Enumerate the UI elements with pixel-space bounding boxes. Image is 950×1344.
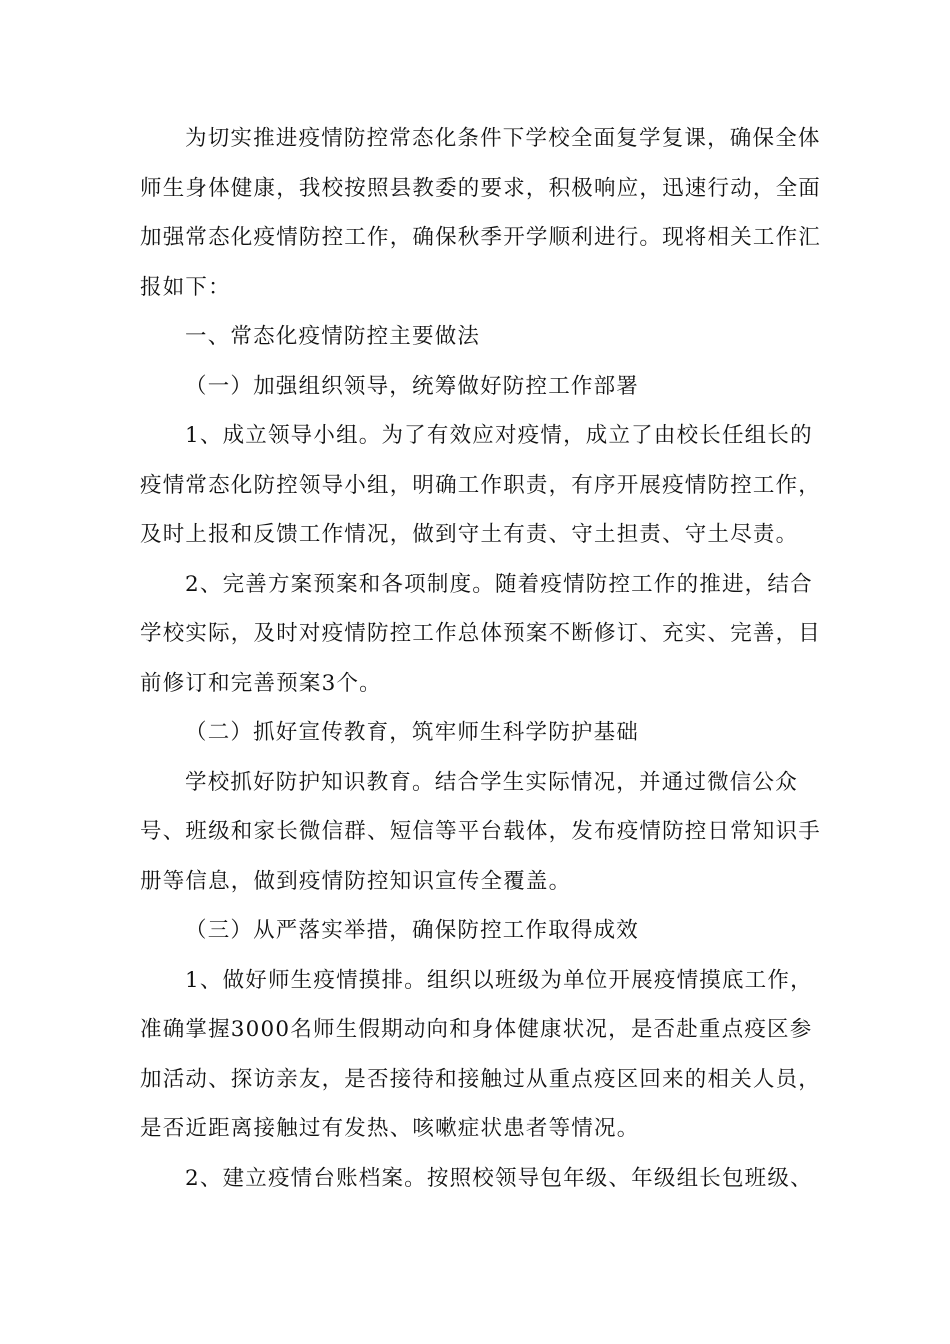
body-paragraph: 2、建立疫情台账档案。按照校领导包年级、年级组长包班级、 [185, 1165, 813, 1191]
subsection-heading-3: （三）从严落实举措，确保防控工作取得成效 [185, 918, 640, 943]
subsection-heading-2: （二）抓好宣传教育，筑牢师生科学防护基础 [185, 720, 640, 745]
intro-paragraph: 为切实推进疫情防控常态化条件下学校全面复学复课，确保全体师生身体健康，我校按照县教委的要求，积极响应，迅速行动，全面加强常态化疫情防控工作，确保秋季开学顺利进行。现将相关工作汇报如下： [140, 126, 822, 300]
subsection-heading-1: （一）加强组织领导，统筹做好防控工作部署 [185, 373, 640, 399]
document-body [140, 114, 830, 1203]
body-paragraph: 学校抓好防护知识教育。结合学生实际情况，并通过微信公众号、班级和家长微信群、短信等平台载体，发布疫情防控日常知识手册等信息，做到疫情防控知识宣传全覆盖。 [140, 769, 822, 894]
body-paragraph: 1、成立领导小组。为了有效应对疫情，成立了由校长任组长的疫情常态化防控领导小组，明确工作职责，有序开展疫情防控工作，及时上报和反馈工作情况，做到守土有责、守土担责、守土尽责。 [140, 423, 822, 547]
section-heading-1: 一、常态化疫情防控主要做法 [185, 324, 481, 349]
body-paragraph: 1、做好师生疫情摸排。组织以班级为单位开展疫情摸底工作，准确掌握3000名师生假期动向和身体健康状况，是否赴重点疫区参加活动、探访亲友，是否接待和接触过从重点疫区回来的相关人员，是否近距离接触过有发热、咳嗽症状患者等情况。 [140, 967, 822, 1141]
body-paragraph: 2、完善方案预案和各项制度。随着疫情防控工作的推进，结合学校实际，及时对疫情防控工作总体预案不断修订、充实、完善，目前修订和完善预案3个。 [140, 571, 822, 696]
